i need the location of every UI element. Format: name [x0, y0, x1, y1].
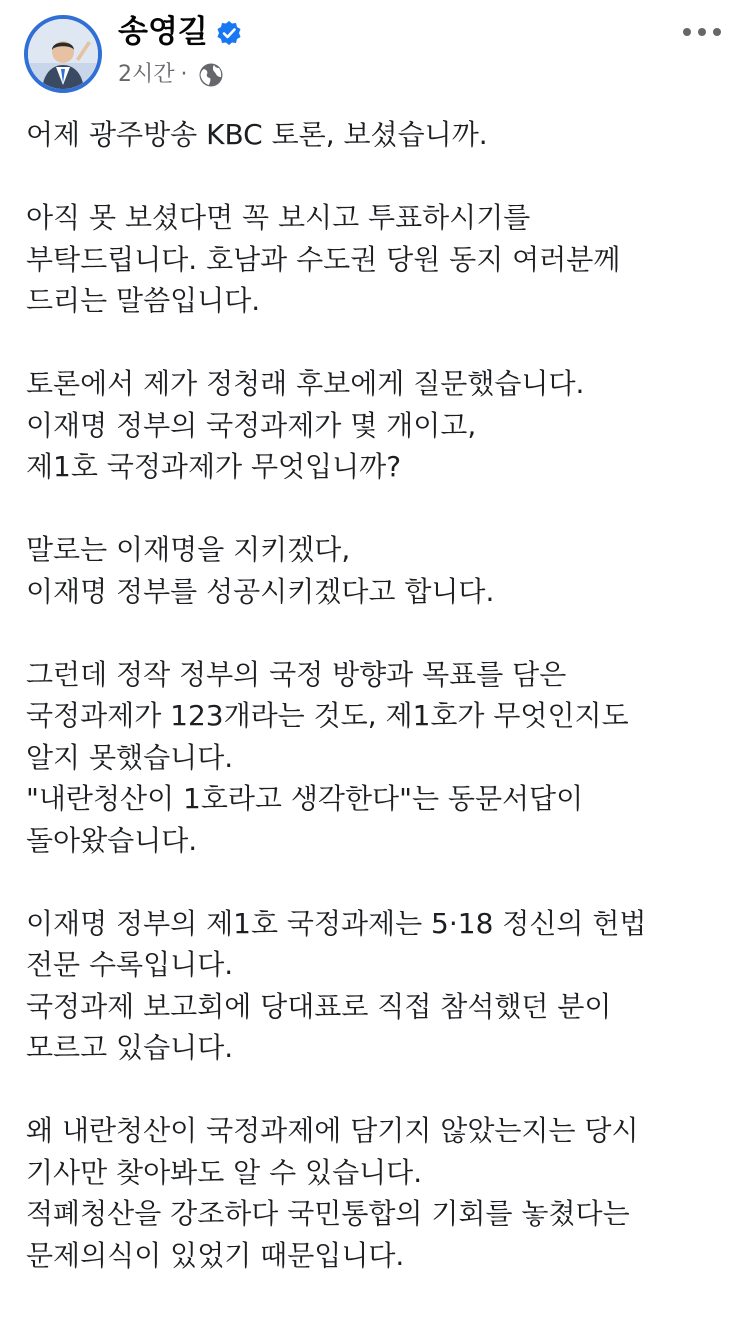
verified-badge-icon [216, 20, 242, 46]
post-text-line: 돌아왔습니다. [26, 823, 198, 857]
post-text-line: 아직 못 보셨다면 꼭 보시고 투표하시기를 [26, 201, 531, 234]
post-text-line: 제1호 국정과제가 무엇입니까? [26, 450, 402, 483]
post-meta [118, 58, 224, 92]
author-avatar[interactable] [24, 15, 102, 93]
post-text-line: "내란청산이 1호라고 생각한다"는 동문서답이 [26, 782, 584, 815]
post-timestamp[interactable]: 2시간 [118, 62, 175, 87]
post-text-line: 적폐청산을 강조하다 국민통합의 기회를 놓쳤다는 [26, 1197, 630, 1230]
post-text-line: 모르고 있습니다. [26, 1031, 234, 1064]
post-text-line: 국정과제가 123개라는 것도, 제1호가 무엇인지도 [26, 699, 629, 732]
post-text-line: 말로는 이재명을 지키겠다, [26, 533, 351, 566]
post-text-line: 이재명 정부의 국정과제가 몇 개이고, [26, 408, 477, 442]
post-header [0, 0, 740, 100]
globe-icon[interactable] [198, 62, 224, 88]
post-paragraph [26, 197, 726, 322]
post-text-line: 문제의식이 있었기 때문입니다. [26, 1238, 405, 1272]
meta-separator: · [180, 62, 188, 87]
post-paragraph [26, 1110, 726, 1276]
post-text-line: 왜 내란청산이 국정과제에 담기지 않았는지는 당시 [26, 1114, 639, 1147]
post-text-line: 전문 수록입니다. [26, 948, 234, 981]
post-text-line: 이재명 정부의 제1호 국정과제는 5·18 정신의 헌법 [26, 906, 647, 940]
post-paragraph [26, 363, 726, 488]
more-options-icon[interactable] [681, 22, 723, 42]
post-text-line: 이재명 정부를 성공시키겠다고 합니다. [26, 574, 495, 608]
post-text-line: 드리는 말씀입니다. [26, 284, 261, 317]
post-text-line: 부탁드립니다. 호남과 수도권 당원 동지 여러분께 [26, 242, 621, 276]
post-text-line: 알지 못했습니다. [26, 740, 234, 774]
post-text-line: 기사만 찾아봐도 알 수 있습니다. [26, 1155, 423, 1189]
post-text [26, 114, 726, 1318]
post-text-line: 토론에서 제가 정청래 후보에게 질문했습니다. [26, 367, 585, 400]
post-paragraph [26, 529, 726, 612]
post-paragraph [26, 903, 726, 1069]
post-paragraph [26, 114, 726, 156]
author-name[interactable]: 송영길 [118, 14, 208, 50]
post-text-line: 그런데 정작 정부의 국정 방향과 목표를 담은 [26, 657, 567, 691]
post-paragraph [26, 654, 726, 862]
post-text-line: 국정과제 보고회에 당대표로 직접 참석했던 분이 [26, 989, 612, 1023]
avatar-photo [28, 19, 98, 89]
post-text-line: 어제 광주방송 KBC 토론, 보셨습니까. [26, 118, 488, 151]
